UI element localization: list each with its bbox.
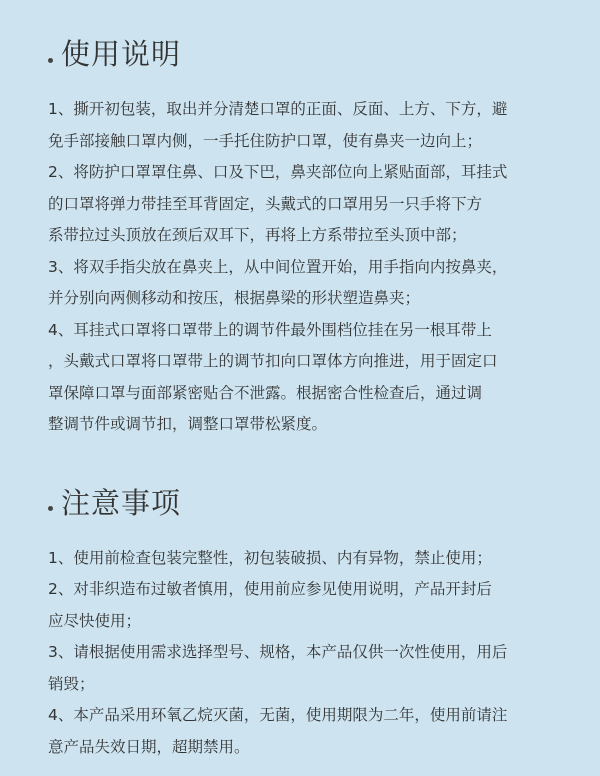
text-line: 1、使用前检查包装完整性，初包装破损、内有异物，禁止使用；	[48, 548, 492, 567]
text-line: 4、本产品采用环氧乙烷灭菌，无菌，使用期限为二年，使用前请注	[48, 706, 508, 724]
usage-instructions-text	[48, 94, 560, 441]
text-line: 并分别向两侧移动和按压，根据鼻梁的形状塑造鼻夹；	[48, 289, 421, 307]
text-line: 1、撕开初包装，取出并分清楚口罩的正面、反面、上方、下方，避	[48, 100, 508, 118]
text-line: 系带拉过头顶放在颈后双耳下，再将上方系带拉至头顶中部；	[48, 226, 467, 244]
text-line: 2、将防护口罩罩住鼻、口及下巴，鼻夹部位向上紧贴面部，耳挂式	[48, 163, 508, 181]
text-line: 应尽快使用；	[48, 611, 142, 630]
text-line: 3、请根据使用需求选择型号、规格，本产品仅供一次性使用，用后	[48, 643, 508, 661]
text-line: 罩保障口罩与面部紧密贴合不泄露。根据密合性检查后，通过调	[48, 383, 483, 402]
bullet-dot-icon	[48, 506, 53, 511]
section-heading	[48, 32, 560, 76]
text-line: 4、耳挂式口罩将口罩带上的调节件最外围档位挂在另一根耳带上	[48, 320, 492, 339]
usage-instructions-section	[48, 32, 560, 441]
precautions-text	[48, 543, 560, 764]
text-line: 3、将双手指尖放在鼻夹上，从中间位置开始，用手指向内按鼻夹，	[48, 257, 508, 276]
text-line: 整调节件或调节扣，调整口罩带松紧度。	[48, 415, 328, 433]
text-line: 销毁；	[48, 674, 95, 693]
section-title: 使用说明	[61, 37, 182, 71]
precautions-section	[48, 481, 560, 764]
text-line: 免手部接触口罩内侧，一手托住防护口罩，使有鼻夹一边向上；	[48, 131, 483, 150]
section-title: 注意事项	[61, 485, 182, 520]
bullet-dot-icon	[48, 58, 53, 63]
section-heading	[48, 481, 560, 525]
text-line: 的口罩将弹力带挂至耳背固定，头戴式的口罩用另一只手将下方	[48, 194, 483, 213]
text-line: 意产品失效日期，超期禁用。	[48, 737, 250, 756]
text-line: 2、对非织造布过敏者慎用，使用前应参见使用说明，产品开封后	[48, 580, 492, 598]
text-line: ，头戴式口罩将口罩带上的调节扣向口罩体方向推进，用于固定口	[48, 352, 498, 370]
